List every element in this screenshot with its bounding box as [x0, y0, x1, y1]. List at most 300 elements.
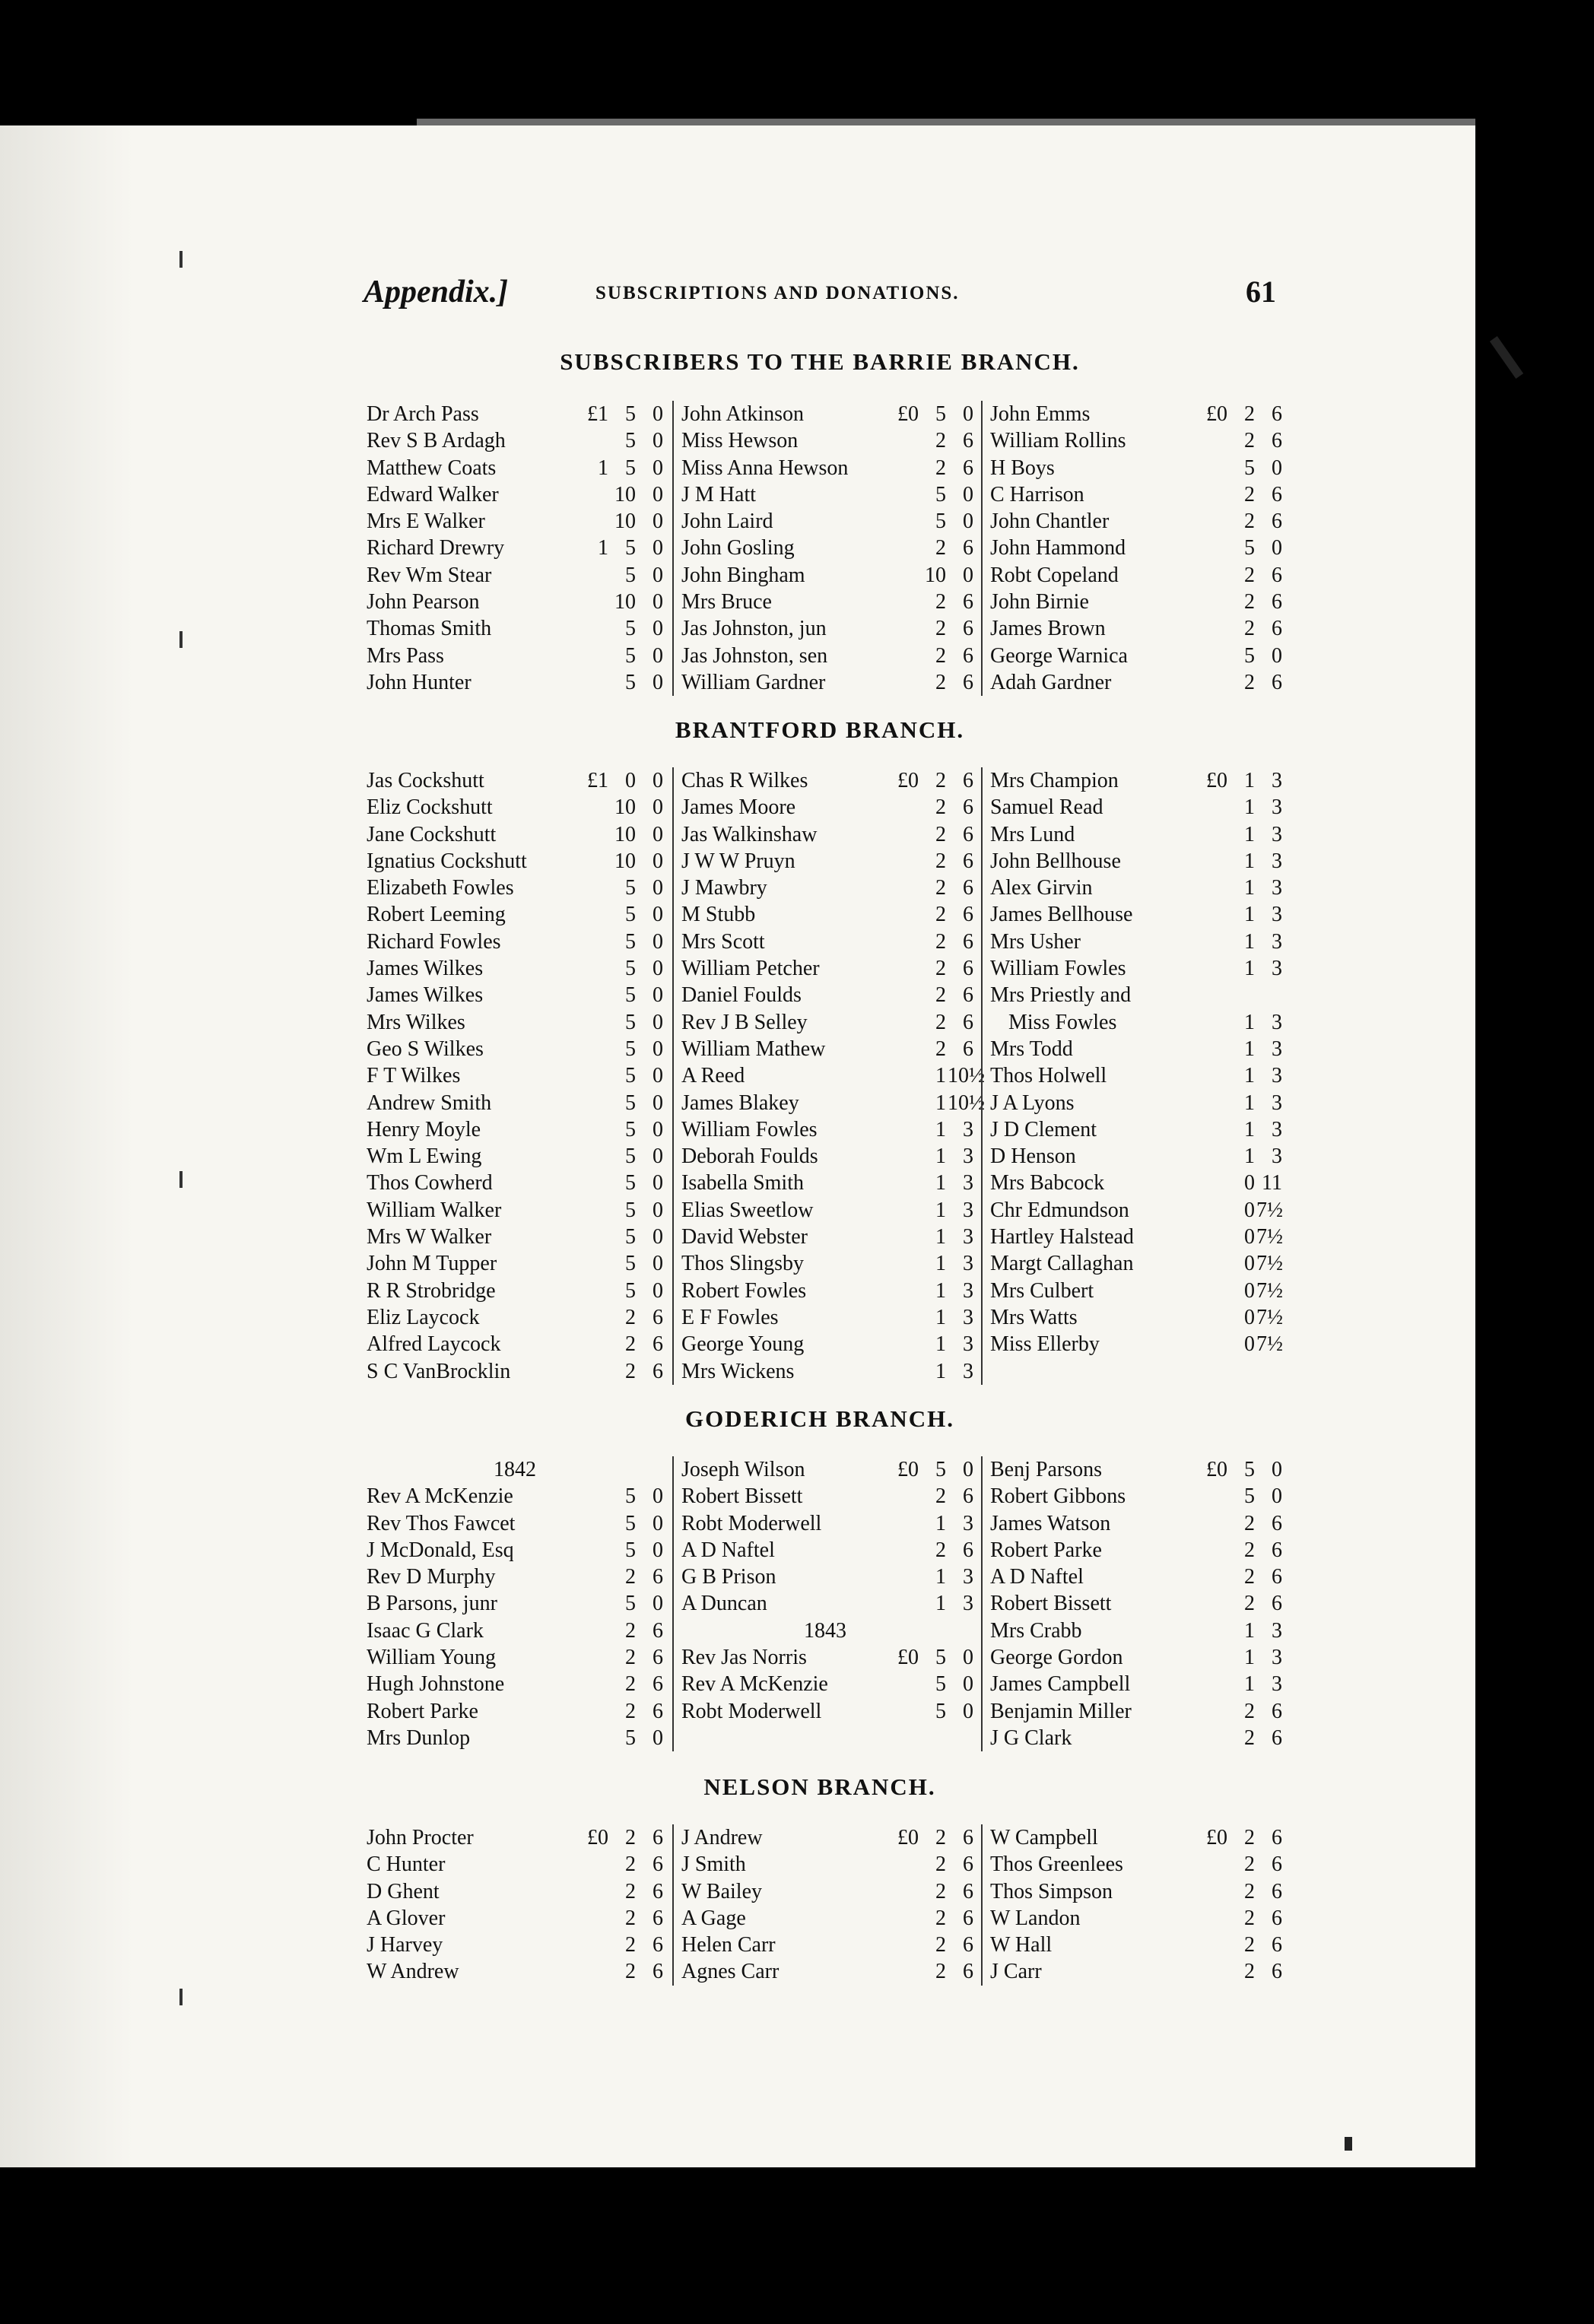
- subscriber-name: Mrs Dunlop: [367, 1726, 471, 1750]
- subscriber-name: Robt Moderwell: [681, 1511, 822, 1535]
- subscriber-name: Mrs Priestly and: [990, 983, 1132, 1008]
- pence-amount: 3: [1272, 957, 1282, 981]
- shillings-amount: 1: [935, 1171, 946, 1195]
- subscriber-name: John Bingham: [681, 563, 805, 587]
- pence-amount: 6: [963, 929, 973, 954]
- subscriber-name: James Campbell: [990, 1672, 1131, 1697]
- subscriber-name: William Fowles: [681, 1117, 818, 1141]
- subscriber-name: Mrs W Walker: [367, 1225, 492, 1249]
- subscriber-name: Mrs Culbert: [990, 1278, 1094, 1303]
- subscriber-name: Robt Copeland: [990, 563, 1119, 587]
- pence-amount: 3: [1272, 769, 1282, 792]
- pence-amount: 6: [653, 1646, 663, 1670]
- subscriber-row: [364, 929, 666, 955]
- subscriber-row: [983, 535, 1285, 561]
- subscriber-row: [364, 643, 666, 669]
- nelson-branch-title: NELSON BRANCH.: [703, 1773, 936, 1800]
- pence-amount: 6: [963, 957, 973, 981]
- shillings-amount: 5: [625, 876, 636, 900]
- pounds-amount: 1: [598, 536, 608, 560]
- subscriber-row: [674, 1483, 976, 1510]
- subscriber-row: [983, 1878, 1285, 1905]
- subscriber-row: [674, 1036, 976, 1062]
- subscriber-name: J W W Pruyn: [681, 849, 795, 873]
- pence-amount: 0: [653, 1511, 663, 1535]
- pence-amount: 6: [1272, 1726, 1282, 1750]
- subscriber-name: J D Clement: [990, 1117, 1097, 1141]
- subscriber-row: [674, 1510, 976, 1537]
- shillings-amount: 1: [1244, 1064, 1255, 1088]
- pence-amount: 0: [653, 1037, 663, 1061]
- subscriber-row: [364, 1358, 666, 1385]
- pence-amount: 3: [1272, 1091, 1282, 1115]
- subscriber-name: Miss Hewson: [681, 429, 799, 453]
- shillings-amount: 1: [935, 1252, 946, 1276]
- shillings-amount: 2: [1244, 1565, 1255, 1589]
- pence-amount: 0: [653, 590, 663, 614]
- shillings-amount: 2: [625, 1672, 636, 1697]
- pence-amount: 0: [653, 536, 663, 560]
- subscriber-name: J Carr: [990, 1960, 1042, 1984]
- scan-speck: [1490, 336, 1523, 379]
- shillings-amount: 5: [935, 1458, 946, 1481]
- pence-amount: 0: [963, 563, 973, 587]
- subscriber-row: [674, 1116, 976, 1143]
- subscriber-name: B Parsons, junr: [367, 1592, 497, 1616]
- subscriber-row: [364, 669, 666, 696]
- pence-amount: 6: [653, 1305, 663, 1329]
- subscriber-row: [983, 1331, 1285, 1357]
- shillings-amount: 2: [1244, 429, 1255, 453]
- shillings-amount: 1: [1244, 1037, 1255, 1061]
- pence-amount: 0: [653, 1010, 663, 1034]
- pence-amount: 0: [653, 957, 663, 981]
- shillings-amount: 2: [935, 1037, 946, 1061]
- pence-amount: 0: [653, 1171, 663, 1195]
- subscriber-row: [983, 1932, 1285, 1958]
- subscriber-row: [674, 901, 976, 928]
- pence-amount: 0: [963, 402, 973, 426]
- subscriber-row: [674, 1143, 976, 1170]
- subscriber-name: James Watson: [990, 1511, 1111, 1535]
- subscriber-row: [674, 1824, 976, 1851]
- subscriber-row: [364, 1698, 666, 1725]
- subscriber-name: Mrs Usher: [990, 929, 1081, 954]
- subscriber-name: Rev Wm Stear: [367, 563, 492, 587]
- pence-amount: 0: [653, 849, 663, 873]
- subscriber-row: [983, 1009, 1285, 1036]
- shillings-amount: 5: [625, 456, 636, 480]
- pence-amount: 6: [963, 822, 973, 846]
- subscriber-row: [364, 1143, 666, 1170]
- pence-amount: 0: [653, 1064, 663, 1088]
- subscriber-name: Thos Simpson: [990, 1879, 1113, 1903]
- shillings-amount: 5: [625, 1145, 636, 1169]
- shillings-amount: 1: [935, 1278, 946, 1303]
- pence-amount: 0: [653, 929, 663, 954]
- page-gutter: [0, 125, 190, 2167]
- pence-amount: 6: [963, 983, 973, 1008]
- pence-amount: 6: [1272, 429, 1282, 453]
- shillings-amount: 1: [1244, 1010, 1255, 1034]
- subscriber-name: John Birnie: [990, 590, 1089, 614]
- subscriber-row: [674, 1958, 976, 1985]
- pence-amount: 7½: [1256, 1305, 1283, 1329]
- subscriber-row: [983, 1304, 1285, 1331]
- subscriber-name: J McDonald, Esq: [367, 1538, 514, 1562]
- pence-amount: 3: [963, 1511, 973, 1535]
- subscriber-name: Mrs Champion: [990, 769, 1119, 792]
- subscriber-row: [983, 1483, 1285, 1510]
- shillings-amount: 5: [625, 1592, 636, 1616]
- subscriber-row: [983, 794, 1285, 821]
- subscriber-row: [364, 1304, 666, 1331]
- subscriber-name: Miss Fowles: [1008, 1010, 1117, 1034]
- subscriber-name: Matthew Coats: [367, 456, 497, 480]
- shillings-amount: 5: [1244, 456, 1255, 480]
- subscriber-name: William Rollins: [990, 429, 1126, 453]
- subscriber-row: [674, 929, 976, 955]
- brantford-subscriber-table: [364, 767, 1283, 1385]
- pence-amount: 6: [1272, 510, 1282, 534]
- shillings-amount: 0: [1244, 1198, 1255, 1222]
- subscriber-row: [674, 1304, 976, 1331]
- pence-amount: 6: [963, 1010, 973, 1034]
- goderich-subscriber-table: [364, 1456, 1282, 1751]
- shillings-amount: 2: [935, 769, 946, 792]
- pence-amount: 6: [653, 1960, 663, 1984]
- shillings-amount: 1: [935, 1091, 946, 1115]
- shillings-amount: 1: [935, 1359, 946, 1383]
- subscriber-name: Elias Sweetlow: [681, 1198, 814, 1222]
- subscriber-name: William Fowles: [990, 957, 1126, 981]
- pence-amount: 6: [963, 643, 973, 668]
- pence-amount: 0: [963, 1458, 973, 1481]
- pence-amount: 3: [963, 1565, 973, 1589]
- subscriber-row: [983, 508, 1285, 535]
- shillings-amount: 2: [1244, 1538, 1255, 1562]
- subscriber-name: W Bailey: [681, 1879, 763, 1903]
- shillings-amount: 2: [935, 903, 946, 927]
- subscriber-name: Henry Moyle: [367, 1117, 481, 1141]
- pence-amount: 6: [1272, 617, 1282, 641]
- pence-amount: 0: [653, 769, 663, 792]
- section-label: Appendix.]: [364, 275, 509, 310]
- pence-amount: 6: [653, 1853, 663, 1877]
- pence-amount: 6: [1272, 1879, 1282, 1903]
- subscriber-name: Robt Moderwell: [681, 1699, 822, 1723]
- subscriber-column: [364, 767, 666, 1385]
- shillings-amount: 2: [935, 1879, 946, 1903]
- pence-amount: 6: [963, 1853, 973, 1877]
- subscriber-row: [983, 1905, 1285, 1932]
- subscriber-row: [674, 767, 976, 794]
- pence-amount: 3: [1272, 1646, 1282, 1670]
- subscriber-row: [674, 1090, 985, 1116]
- subscriber-name: Rev S B Ardagh: [367, 429, 506, 453]
- pence-amount: 6: [963, 1933, 973, 1957]
- subscriber-column: [672, 1824, 976, 1986]
- shillings-amount: 2: [1244, 1699, 1255, 1723]
- subscriber-name: Mrs Bruce: [681, 590, 772, 614]
- shillings-amount: 5: [625, 1117, 636, 1141]
- subscriber-row: [364, 1036, 666, 1062]
- pence-amount: 3: [963, 1198, 973, 1222]
- shillings-amount: 2: [1244, 1853, 1255, 1877]
- pence-amount: 0: [1272, 1458, 1282, 1481]
- running-header: [364, 274, 1276, 319]
- pence-amount: 10½: [948, 1091, 985, 1115]
- subscriber-name: Benj Parsons: [990, 1458, 1102, 1481]
- subscriber-row: [983, 1510, 1285, 1537]
- pence-amount: 6: [653, 1906, 663, 1930]
- pence-amount: 0: [963, 482, 973, 506]
- subscriber-name: Richard Drewry: [367, 536, 505, 560]
- shillings-amount: 1: [935, 1305, 946, 1329]
- subscriber-row: [983, 401, 1285, 427]
- pence-amount: 3: [963, 1145, 973, 1169]
- subscriber-name: John Hammond: [990, 536, 1126, 560]
- shillings-amount: 5: [625, 903, 636, 927]
- subscriber-row: [983, 1197, 1285, 1224]
- shillings-amount: 5: [1244, 1484, 1255, 1509]
- subscriber-row: [983, 1250, 1285, 1277]
- subscriber-row: [364, 1090, 666, 1116]
- shillings-amount: 5: [935, 1699, 946, 1723]
- subscriber-row: [364, 982, 666, 1008]
- subscriber-row: [364, 1671, 666, 1697]
- shillings-amount: 5: [625, 1225, 636, 1249]
- pence-amount: 6: [963, 876, 973, 900]
- pence-amount: 3: [1272, 795, 1282, 820]
- subscriber-name: A D Naftel: [681, 1538, 775, 1562]
- subscriber-name: Adah Gardner: [990, 670, 1112, 694]
- subscriber-row: [983, 955, 1285, 982]
- subscriber-row: [674, 1644, 976, 1671]
- shillings-amount: 5: [625, 1171, 636, 1195]
- pence-amount: 0: [963, 1672, 973, 1697]
- subscriber-name: J Mawbry: [681, 876, 767, 900]
- subscriber-name: Miss Ellerby: [990, 1332, 1100, 1357]
- shillings-amount: 2: [935, 795, 946, 820]
- subscriber-name: R R Strobridge: [367, 1278, 496, 1303]
- subscriber-name: Robert Gibbons: [990, 1484, 1126, 1509]
- subscriber-name: Thos Cowherd: [367, 1171, 493, 1195]
- subscriber-row: [983, 767, 1285, 794]
- pence-amount: 0: [653, 795, 663, 820]
- subscriber-name: Jas Cockshutt: [367, 769, 484, 792]
- shillings-amount: 2: [935, 643, 946, 668]
- shillings-amount: 1: [1244, 957, 1255, 981]
- subscriber-name: J M Hatt: [681, 482, 756, 506]
- pence-amount: 0: [653, 983, 663, 1008]
- subscriber-row: [364, 1224, 666, 1250]
- subscriber-name: James Blakey: [681, 1091, 799, 1115]
- subscriber-name: A Gage: [681, 1906, 746, 1930]
- pence-amount: 10½: [948, 1064, 985, 1088]
- subscriber-row: [674, 455, 976, 481]
- subscriber-name: Elizabeth Fowles: [367, 876, 514, 900]
- shillings-amount: 2: [1244, 670, 1255, 694]
- subscriber-name: J Smith: [681, 1853, 746, 1877]
- year-heading: [364, 1456, 666, 1483]
- barrie-subscriber-table: [364, 401, 1282, 696]
- subscriber-row: [364, 1197, 666, 1224]
- shillings-amount: 5: [625, 1278, 636, 1303]
- subscriber-row: [364, 589, 666, 615]
- shillings-amount: 2: [935, 536, 946, 560]
- pence-amount: 0: [1272, 643, 1282, 668]
- subscriber-row: [983, 455, 1285, 481]
- subscriber-row: [983, 1644, 1285, 1671]
- subscriber-name: J Harvey: [367, 1933, 443, 1957]
- subscriber-row: [674, 643, 976, 669]
- subscriber-row: [674, 1224, 976, 1250]
- subscriber-row: [983, 821, 1285, 848]
- subscriber-row: [364, 508, 666, 535]
- subscriber-row: [983, 589, 1285, 615]
- subscriber-row: [364, 481, 666, 508]
- shillings-amount: 0: [1244, 1305, 1255, 1329]
- pence-amount: 6: [963, 1906, 973, 1930]
- subscriber-name: Alfred Laycock: [367, 1332, 501, 1357]
- subscriber-name: W Hall: [990, 1933, 1053, 1957]
- subscriber-row: [674, 1564, 976, 1590]
- pence-amount: 0: [653, 402, 663, 426]
- pence-amount: 3: [963, 1171, 973, 1195]
- shillings-amount: 2: [625, 1933, 636, 1957]
- subscriber-name: Mrs Babcock: [990, 1171, 1105, 1195]
- shillings-amount: 5: [935, 1646, 946, 1670]
- pence-amount: 6: [963, 670, 973, 694]
- shillings-amount: 2: [625, 1359, 636, 1383]
- subscriber-name: Helen Carr: [681, 1933, 776, 1957]
- subscriber-row: [674, 875, 976, 901]
- shillings-amount: 2: [625, 1906, 636, 1930]
- subscriber-row: [364, 562, 666, 589]
- shillings-amount: 5: [1244, 1458, 1255, 1481]
- subscriber-name: J A Lyons: [990, 1091, 1075, 1115]
- subscriber-row: [364, 1644, 666, 1671]
- pence-amount: 6: [1272, 1592, 1282, 1616]
- subscriber-name: Rev D Murphy: [367, 1565, 496, 1589]
- subscriber-row: [364, 821, 666, 848]
- pence-amount: 6: [1272, 1511, 1282, 1535]
- pence-amount: 3: [1272, 876, 1282, 900]
- subscriber-name: James Bellhouse: [990, 903, 1133, 927]
- subscriber-row: [983, 1456, 1285, 1483]
- subscriber-row: [364, 767, 666, 794]
- subscriber-row: [674, 1698, 976, 1725]
- shillings-amount: 10: [614, 590, 636, 614]
- shillings-amount: 2: [1244, 1960, 1255, 1984]
- subscriber-row: [983, 1590, 1285, 1617]
- subscriber-column: [981, 401, 1285, 696]
- pence-amount: 3: [1272, 1672, 1282, 1697]
- pence-amount: 7½: [1256, 1252, 1283, 1276]
- shillings-amount: 1: [1244, 929, 1255, 954]
- shillings-amount: 1: [1244, 903, 1255, 927]
- pence-amount: 0: [653, 482, 663, 506]
- subscriber-name: Thomas Smith: [367, 617, 492, 641]
- shillings-amount: 5: [625, 1198, 636, 1222]
- shillings-amount: 2: [935, 849, 946, 873]
- subscriber-row: [364, 535, 666, 561]
- subscriber-row: [364, 1510, 666, 1537]
- shillings-amount: 2: [935, 590, 946, 614]
- shillings-amount: 1: [935, 1565, 946, 1589]
- shillings-amount: 5: [625, 429, 636, 453]
- shillings-amount: 10: [614, 482, 636, 506]
- shillings-amount: 2: [935, 1010, 946, 1034]
- subscriber-row: [364, 1250, 666, 1277]
- shillings-amount: 1: [935, 1332, 946, 1357]
- subscriber-column: [981, 1456, 1285, 1751]
- subscriber-row: [364, 1483, 666, 1510]
- subscriber-name: Mrs Pass: [367, 643, 444, 668]
- subscriber-row: [674, 1009, 976, 1036]
- shillings-amount: 5: [625, 983, 636, 1008]
- shillings-amount: 2: [625, 1565, 636, 1589]
- subscriber-name: F T Wilkes: [367, 1064, 461, 1088]
- subscriber-row: [674, 481, 976, 508]
- subscriber-name: David Webster: [681, 1225, 808, 1249]
- subscriber-name: Rev A McKenzie: [681, 1672, 828, 1697]
- subscriber-name: John Emms: [990, 402, 1091, 426]
- pence-amount: 6: [963, 1879, 973, 1903]
- subscriber-row: [674, 794, 976, 821]
- subscriber-name: Ignatius Cockshutt: [367, 849, 527, 873]
- subscriber-row: [364, 1958, 666, 1985]
- subscriber-name: D Henson: [990, 1145, 1076, 1169]
- subscriber-name: James Wilkes: [367, 957, 484, 981]
- subscriber-name: William Young: [367, 1646, 497, 1670]
- subscriber-row: [983, 615, 1285, 642]
- shillings-amount: 5: [935, 510, 946, 534]
- subscriber-row: [674, 1358, 976, 1385]
- subscriber-row: [364, 1116, 666, 1143]
- shillings-amount: 1: [935, 1117, 946, 1141]
- subscriber-name: Rev Jas Norris: [681, 1646, 807, 1670]
- pence-amount: 6: [1272, 563, 1282, 587]
- pounds-amount: £1: [587, 402, 608, 426]
- pence-amount: 6: [653, 1826, 663, 1849]
- subscriber-row: [364, 1062, 666, 1089]
- pounds-amount: 1: [598, 456, 608, 480]
- subscriber-name: John Chantler: [990, 510, 1110, 534]
- pence-amount: 6: [653, 1699, 663, 1723]
- pence-amount: 3: [963, 1225, 973, 1249]
- pence-amount: 0: [653, 822, 663, 846]
- pence-amount: 0: [653, 1198, 663, 1222]
- subscriber-name: John M Tupper: [367, 1252, 497, 1276]
- pence-amount: 3: [1272, 822, 1282, 846]
- shillings-amount: 5: [935, 482, 946, 506]
- shillings-amount: 1: [1244, 1091, 1255, 1115]
- subscriber-name: Mrs Watts: [990, 1305, 1078, 1329]
- subscriber-row: [674, 982, 976, 1008]
- subscriber-name: M Stubb: [681, 903, 756, 927]
- pence-amount: 6: [963, 456, 973, 480]
- subscriber-name: Mrs Wickens: [681, 1359, 795, 1383]
- subscriber-row: [983, 1958, 1285, 1985]
- subscriber-name: Rev A McKenzie: [367, 1484, 513, 1509]
- shillings-amount: 2: [1244, 1933, 1255, 1957]
- pence-amount: 6: [1272, 1906, 1282, 1930]
- pounds-amount: £0: [897, 1458, 919, 1481]
- subscriber-row: [983, 1116, 1285, 1143]
- pence-amount: 6: [653, 1332, 663, 1357]
